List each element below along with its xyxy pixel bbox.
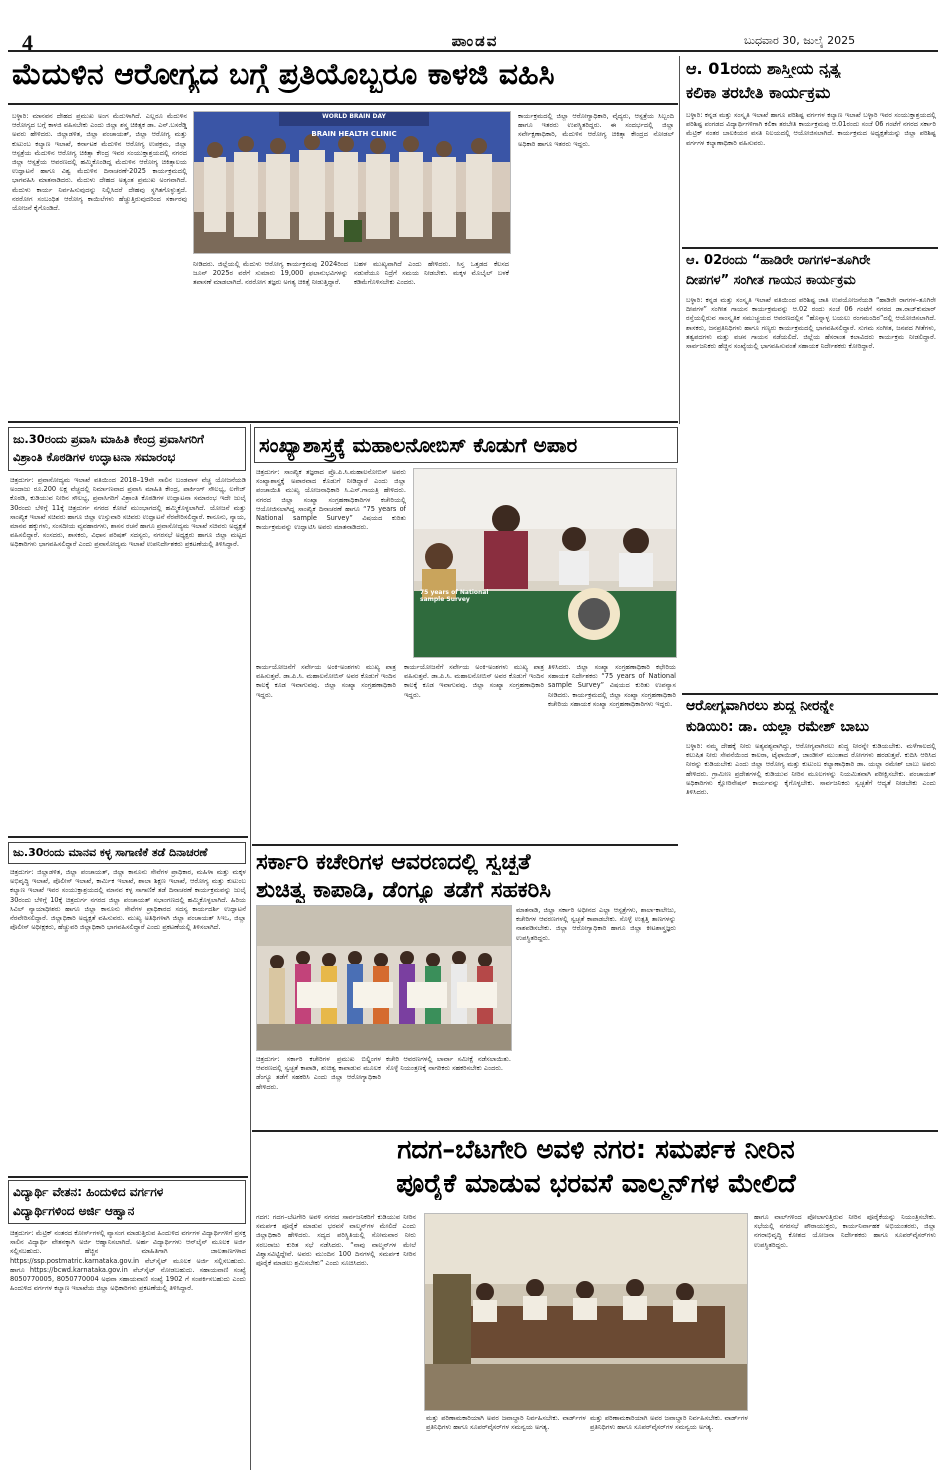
story10-headline-line2: ಪೂರೈಕೆ ಮಾಡುವ ಭರವಸೆ ವಾಲ್ಮನ್‌ಗಳ ಮೇಲಿದೆ <box>396 1170 796 1199</box>
story9-col3: ಕಚೇರಿ ಆವರಣಗಳಲ್ಲಿ ಲಾರ್ವಾ ಸಮೀಕ್ಷೆ ನಡೆಸಲಾಯಿತು. ಸೊಳ್ಳೆ ನಿಯಂತ್ರಣಕ್ಕೆ ನಾಗರಿಕರು ಸಹಕರಿಸಬೇಕು ಎಂದರು. <box>386 1055 511 1073</box>
story7-headline-line1: ವಿದ್ಯಾರ್ಥಿ ವೇತನ: ಹಿಂದುಳಿದ ವರ್ಗಗಳ <box>13 1185 164 1199</box>
story5-headline-line2: ವಿಶ್ರಾಂತಿ ಕೊಠಡಿಗಳ ಉದ್ಘಾಟನಾ ಸಮಾರಂಭ <box>13 450 176 464</box>
story10-col2: ಮತ್ತು ಪರಿಣಾಮಕಾರಿಯಾಗಿ ಅವರ ಜವಾಬ್ದಾರಿ ನಿರ್ವಹಿಸಬೇಕು. ವಾರ್ಡ್‌ಗಳ ಪ್ರತಿನಿಧಿಗಳು ಹಾಗೂ ಸೂಪರ್‌ವೈಸರ್‌ಗಳ ಸಮನ್ವಯ ಅಗತ್ಯ. <box>426 1414 586 1432</box>
column-divider-left <box>250 424 251 1470</box>
story6-body: ಚಿತ್ರದುರ್ಗ: ಜಿಲ್ಲಾಡಳಿತ, ಜಿಲ್ಲಾ ಪಂಚಾಯತ್, ಜಿಲ್ಲಾ ಕಾನೂನು ಸೇವೆಗಳ ಪ್ರಾಧಿಕಾರ, ಮಹಿಳಾ ಮತ್ತು ಮಕ್ಕಳ ಅಭಿವೃದ್ಧಿ ಇಲಾಖೆ, ಪೊಲೀಸ್ ಇಲಾಖೆ, ಕಾರ್ಮಿಕ ಇಲಾಖೆ, ಶಾಲಾ ಶಿಕ್ಷಣ ಇಲಾಖೆ, ಆರೋಗ್ಯ ಮತ್ತು ಕುಟುಂಬ ಕಲ್ಯಾಣ ಇಲಾಖೆ ಇವರ ಸಂಯುಕ್ತಾಶ್ರಯದಲ್ಲಿ ಮಾನವ ಕಳ್ಳ ಸಾಗಾಣಿಕೆ ತಡೆ ದಿನಾಚರಣೆ ಕಾರ್ಯಕ್ರಮವನ್ನು ಜುಲೈ 30ರಂದು ಬೆಳಿಗ್ಗೆ 10ಕ್ಕೆ ಚಿತ್ರದುರ್ಗ ನಗರದ ಜಿಲ್ಲಾ ಪಂಚಾಯತ್ ಸಭಾಂಗಣದಲ್ಲಿ ಹಮ್ಮಿಕೊಳ್ಳಲಾಗಿದೆ. ಹಿರಿಯ ಸಿವಿಲ್ ನ್ಯಾಯಾಧೀಶರು ಹಾಗೂ ಜಿಲ್ಲಾ ಕಾನೂನು ಸೇವೆಗಳ ಪ್ರಾಧಿಕಾರದ ಸದಸ್ಯ ಕಾರ್ಯದರ್ಶಿ ಉದ್ಘಾಟನೆ ನೆರವೇರಿಸಲಿದ್ದಾರೆ. ಜಿಲ್ಲಾಧಿಕಾರಿ ಅಧ್ಯಕ್ಷತೆ ವಹಿಸುವರು. ಮುಖ್ಯ ಅತಿಥಿಗಳಾಗಿ ಜಿಲ್ಲಾ ಪಂಚಾಯತ್ ಸಿಇಒ, ಜಿಲ್ಲಾ ಪೊಲೀಸ್ ಅಧೀಕ್ಷಕರು, ಹೆಚ್ಚುವರಿ ಜಿಲ್ಲಾಧಿಕಾರಿ ಭಾಗವಹಿಸಲಿದ್ದಾರೆ ಎಂದು ಪ್ರಕಟಣೆಯಲ್ಲಿ ತಿಳಿಸಲಾಗಿದೆ. <box>10 868 246 932</box>
story5-headline-box <box>8 427 246 471</box>
story10-headline-line1: ಗದಗ–ಬೆಟಗೇರಿ ಅವಳಿ ನಗರ: ಸಮರ್ಪಕ ನೀರಿನ <box>397 1136 795 1165</box>
lead-rule <box>8 103 678 105</box>
story4-headline-line2: ಕುಡಿಯಿರಿ: ಡಾ. ಯಲ್ಲಾ ರಮೇಶ್ ಬಾಬು <box>686 719 869 735</box>
column-divider-right <box>679 56 680 424</box>
story9-photo <box>256 905 512 1051</box>
story10-col1: ಗದಗ: ಗದಗ–ಬೆಟಗೇರಿ ಅವಳಿ ನಗರದ ಸಾರ್ವಜನಿಕರಿಗೆ ಕುಡಿಯುವ ನೀರಿನ ಸಮರ್ಪಕ ಪೂರೈಕೆ ಮಾಡುವ ಭರವಸೆ ವಾಲ್ಮನ್‌ಗಳ ಮೇಲಿದೆ ಎಂದು ಜಿಲ್ಲಾಧಿಕಾರಿ ಹೇಳಿದರು. ಸದ್ಯದ ಪರಿಸ್ಥಿತಿಯಲ್ಲಿ ಸೋಮವಾರ ನೀರು ಸರಬರಾಜು ಕುರಿತ ಸಭೆ ನಡೆಸಿದರು. “ನಾವು ವಾಲ್ಮನ್‌ಗಳ ಮೇಲೆ ವಿಶ್ವಾಸವಿಟ್ಟಿದ್ದೇವೆ. ಅವರು ಮುಂದಿನ 100 ದಿನಗಳಲ್ಲಿ ಸಮರ್ಪಕ ನೀರಿನ ಪೂರೈಕೆ ಮಾಡಲು ಶ್ರಮಿಸಬೇಕು” ಎಂದು ಸೂಚಿಸಿದರು. <box>256 1213 416 1268</box>
story7-body: ಚಿತ್ರದುರ್ಗ: ಮೆಟ್ರಿಕ್ ನಂತರದ ಕೋರ್ಸ್‌ಗಳಲ್ಲಿ ವ್ಯಾಸಂಗ ಮಾಡುತ್ತಿರುವ ಹಿಂದುಳಿದ ವರ್ಗಗಳ ವಿದ್ಯಾರ್ಥಿಗಳಿಗೆ ಪ್ರಸಕ್ತ ಸಾಲಿನ ವಿದ್ಯಾರ್ಥಿ ವೇತನಕ್ಕಾಗಿ ಅರ್ಜಿ ಆಹ್ವಾನಿಸಲಾಗಿದೆ. ಅರ್ಹ ವಿದ್ಯಾರ್ಥಿಗಳು ಆನ್‌ಲೈನ್ ಮೂಲಕ ಅರ್ಜಿ ಸಲ್ಲಿಸಬಹುದು. ಹೆಚ್ಚಿನ ಮಾಹಿತಿಗಾಗಿ ಜಾಲತಾಣಗಳಾದ https://ssp.postmatric.karnataka.gov.in ವೆಬ್‌ಸೈಟ್ ಮೂಲಕ ಅರ್ಜಿ ಸಲ್ಲಿಸಬಹುದು. ಹಾಗೂ https://bcwd.karnataka.gov.in ವೆಬ್‌ಸೈಟ್ ನೋಡಬಹುದು. ಸಹಾಯವಾಣಿ ಸಂಖ್ಯೆ 8050770005, 8050770004 ಅಥವಾ ಸಹಾಯವಾಣಿ ಸಂಖ್ಯೆ 1902 ಗೆ ಸಂಪರ್ಕಿಸಬಹುದು ಎಂದು ಹಿಂದುಳಿದ ವರ್ಗಗಳ ಕಲ್ಯಾಣ ಇಲಾಖೆಯ ಜಿಲ್ಲಾ ಅಧಿಕಾರಿಗಳು ಪ್ರಕಟಣೆಯಲ್ಲಿ ತಿಳಿಸಿದ್ದಾರೆ. <box>10 1229 246 1293</box>
lead-photo-banner-2: BRAIN HEALTH CLINIC <box>311 130 397 138</box>
lead-col1: ಬಳ್ಳಾರಿ: ಮಾನವನ ದೇಹದ ಪ್ರಮುಖ ಅಂಗ ಮೆದುಳಾಗಿದೆ. ಎಲ್ಲರೂ ಮೆದುಳಿನ ಆರೋಗ್ಯದ ಬಗ್ಗೆ ಕಾಳಜಿ ವಹಿಸಬೇಕು ಎಂದು ಜಿಲ್ಲಾ ಶಸ್ತ್ರ ಚಿಕಿತ್ಸಕ ಡಾ. ಎನ್.ಬಸರೆಡ್ಡಿ ಅವರು ಹೇಳಿದರು. ಜಿಲ್ಲಾಡಳಿತ, ಜಿಲ್ಲಾ ಪಂಚಾಯತ್, ಜಿಲ್ಲಾ ಆರೋಗ್ಯ ಮತ್ತು ಕುಟುಂಬ ಕಲ್ಯಾಣ ಇಲಾಖೆ, ಕರ್ನಾಟಕ ಮೆದುಳಿನ ಆರೋಗ್ಯ ಉಪಕ್ರಮ, ಜಿಲ್ಲಾ ಆಸ್ಪತ್ರೆಯ ಮೆದುಳಿನ ಆರೋಗ್ಯ ಚಿಕಿತ್ಸಾ ಕೇಂದ್ರ ಇವರ ಸಂಯುಕ್ತಾಶ್ರಯದಲ್ಲಿ ನಗರದ ಜಿಲ್ಲಾ ಆಸ್ಪತ್ರೆಯ ಆವರಣದಲ್ಲಿ ಹಮ್ಮಿಕೊಂಡಿದ್ದ ಮೆದುಳಿನ ಆರೋಗ್ಯ ಚಿಕಿತ್ಸಾಲಯ ಉದ್ಘಾಟನೆ ಹಾಗೂ ವಿಶ್ವ ಮೆದುಳಿನ ದಿನಾಚರಣೆ-2025 ಕಾರ್ಯಕ್ರಮದಲ್ಲಿ ಭಾಗವಹಿಸಿ ಮಾತನಾಡಿದರು. ಮೆದುಳು ದೇಹದ ಅತ್ಯಂತ ಪ್ರಮುಖ ಅಂಗವಾಗಿದೆ. ಮೆದುಳು ಕಾರ್ಯ ನಿರ್ವಹಿಸುವುದನ್ನು ನಿಲ್ಲಿಸಿದರೆ ದೇಹವು ಸ್ಥಗಿತಗೊಳ್ಳುತ್ತದೆ. ನರರೋಗ ಸಂಬಂಧಿತ ಆರೋಗ್ಯ ಕಾಯಿಲೆಗಳು ಹೆಚ್ಚುತ್ತಿರುವುದರಿಂದ ಸರ್ಕಾರವು ಯೋಜನೆ ಕೈಗೊಂಡಿದೆ. <box>12 112 187 213</box>
story9-photo-image <box>257 906 512 1051</box>
story9-headline-line1: ಸರ್ಕಾರಿ ಕಚೇರಿಗಳ ಆವರಣದಲ್ಲಿ ಸ್ವಚ್ಛತೆ <box>256 850 531 875</box>
lead-photo-banner: WORLD BRAIN DAY <box>322 113 386 120</box>
lead-photo <box>193 111 511 254</box>
lead-headline: ಮೆದುಳಿನ ಆರೋಗ್ಯದ ಬಗ್ಗೆ ಪ್ರತಿಯೊಬ್ಬರೂ ಕಾಳಜಿ ವಹಿಸಿ <box>12 58 555 92</box>
story9-rule <box>252 1130 938 1132</box>
paper-name: ಪಾಂಡವ <box>451 32 499 50</box>
story10-photo-image <box>425 1214 748 1411</box>
story2-headline-line1: ಆ. 01ರಂದು ಶಾಸ್ತ್ರೀಯ ನೃತ್ಯ <box>686 60 841 78</box>
story8-rule <box>252 844 678 846</box>
story5-headline-line1: ಜು.30ರಂದು ಪ್ರವಾಸಿ ಮಾಹಿತಿ ಕೇಂದ್ರ ಪ್ರವಾಸಿಗರಿಗೆ <box>13 432 204 446</box>
story8-col2: ಕಾರ್ಯಯೋಜನೆಗೆ ಸರ್ವೇಯ ಅಂಕಿ-ಅಂಶಗಳು ಮುಖ್ಯ ಪಾತ್ರ ವಹಿಸುತ್ತವೆ. ಡಾ.ಪಿ.ಸಿ. ಮಹಾಲನೋಬಿಸ್ ಅವರ ಕೊಡುಗೆ ಇಂದಿನ ಕಾಲಕ್ಕೆ ಕೂಡ ಇವಾಗುವವು. ಜಿಲ್ಲಾ ಸಂಖ್ಯಾ ಸಂಗ್ರಹಣಾಧಿಕಾರಿ ಇದ್ದರು. <box>256 663 396 699</box>
story10-col2b: ಮತ್ತು ಪರಿಣಾಮಕಾರಿಯಾಗಿ ಅವರ ಜವಾಬ್ದಾರಿ ನಿರ್ವಹಿಸಬೇಕು. ವಾರ್ಡ್‌ಗಳ ಪ್ರತಿನಿಧಿಗಳು ಹಾಗೂ ಸೂಪರ್‌ವೈಸರ್‌ಗಳ ಸಮನ್ವಯ ಅಗತ್ಯ. <box>590 1414 748 1432</box>
story3-headline-line1: ಆ. 02ರಂದು “ಹಾಡಿರೇ ರಾಗಗಳ–ತೂಗಿರೇ <box>686 254 871 268</box>
issue-date: ಬುಧವಾರ 30, ಜುಲೈ 2025 <box>744 34 856 47</box>
story8-col3: ತಿಳಿಸಿದರು. ಜಿಲ್ಲಾ ಸಂಖ್ಯಾ ಸಂಗ್ರಹಣಾಧಿಕಾರಿ ಕಛೇರಿಯ ಸಹಾಯಕ ನಿರ್ದೇಶಕರು “75 years of National sample Survey” ವಿಷಯದ ಕುರಿತು ಉಪನ್ಯಾಸ ನೀಡಿದರು. ಕಾರ್ಯಕ್ರಮದಲ್ಲಿ ಜಿಲ್ಲಾ ಸಂಖ್ಯಾ ಸಂಗ್ರಹಣಾಧಿಕಾರಿ ಕಚೇರಿಯ ಸಹಾಯಕ ಸಂಖ್ಯಾ ಸಂಗ್ರಹಣಾಧಿಕಾರಿಗಳು ಇದ್ದರು. <box>548 663 676 708</box>
lead-bottom-rule <box>8 421 678 423</box>
story2-headline-line2: ಕಲಿಕಾ ತರಬೇತಿ ಕಾರ್ಯಕ್ರಮ <box>686 84 831 102</box>
story8-photo-banner: 75 years of National sample Survey <box>420 589 489 603</box>
story9-col2: ಚಿತ್ರದುರ್ಗ: ಸರ್ಕಾರಿ ಕಚೇರಿಗಳ ಪ್ರಮುಖ ಬಿಲ್ಡಿಂಗಳ ಆವರಣದಲ್ಲಿ ಸ್ವಚ್ಛತೆ ಕಾಪಾಡಿ, ಶುಚಿತ್ವ ಕಾಪಾಡುವ ಮೂಲಕ ಡೆಂಗ್ಯೂ ತಡೆಗೆ ಸಹಕರಿಸಿ ಎಂದು ಜಿಲ್ಲಾ ಆರೋಗ್ಯಾಧಿಕಾರಿ ಹೇಳಿದರು. <box>256 1055 381 1091</box>
story7-headline-box <box>8 1180 246 1224</box>
story8-photo <box>413 468 677 658</box>
story3-headline-line2: ದೀಪಗಳ” ಸಂಗೀತ ಗಾಯನ ಕಾರ್ಯಕ್ರಮ <box>686 274 856 288</box>
story8-col1: ಚಿತ್ರದುರ್ಗ: ಸಾಂಖ್ಯಿಕ ತಜ್ಞರಾದ ಪ್ರೊ.ಪಿ.ಸಿ.ಮಹಾಲನೋಬಿಸ್ ಅವರು ಸಂಖ್ಯಾಶಾಸ್ತ್ರಕ್ಕೆ ಅಪಾರವಾದ ಕೊಡುಗೆ ನೀಡಿದ್ದಾರೆ ಎಂದು ಜಿಲ್ಲಾ ಪಂಚಾಯಿತಿ ಮುಖ್ಯ ಯೋಜನಾಧಿಕಾರಿ ಸಿ.ಎಸ್.ಗಾಯತ್ರಿ ಹೇಳಿದರು. ನಗರದ ಜಿಲ್ಲಾ ಸಂಖ್ಯಾ ಸಂಗ್ರಹಣಾಧಿಕಾರಿಗಳ ಕಚೇರಿಯಲ್ಲಿ ಆಯೋಜಿಸಲಾಗಿದ್ದ ಸಾಂಖ್ಯಿಕ ದಿನಾಚರಣೆ ಹಾಗೂ “75 years of National sample Survey” ವಿಷಯದ ಕುರಿತು ಕಾರ್ಯಕ್ರಮವನ್ನು ಉದ್ಘಾಟಿಸಿ ಅವರು ಮಾತನಾಡಿದರು. <box>256 468 406 532</box>
lead-col4: ಕಾರ್ಯಕ್ರಮದಲ್ಲಿ ಜಿಲ್ಲಾ ಆರೋಗ್ಯಾಧಿಕಾರಿ, ವೈದ್ಯರು, ಆಸ್ಪತ್ರೆಯ ಸಿಬ್ಬಂದಿ ಹಾಗೂ ಇತರರು ಉಪಸ್ಥಿತರಿದ್ದರು. ಈ ಸಂದರ್ಭದಲ್ಲಿ ಜಿಲ್ಲಾ ಸರ್ವೇಕ್ಷಣಾಧಿಕಾರಿ, ಮೆದುಳಿನ ಆರೋಗ್ಯ ಚಿಕಿತ್ಸಾ ಕೇಂದ್ರದ ನೋಡಲ್ ಅಧಿಕಾರಿ ಹಾಗೂ ಇತರರು ಇದ್ದರು. <box>518 112 674 148</box>
story7-headline-line2: ವಿದ್ಯಾರ್ಥಿಗಳಿಂದ ಅರ್ಜಿ ಆಹ್ವಾನ <box>13 1204 135 1218</box>
story4-body: ಬಳ್ಳಾರಿ: ನಮ್ಮ ದೇಹಕ್ಕೆ ನೀರು ಅತ್ಯವಶ್ಯವಾಗಿದ್ದು, ಆರೋಗ್ಯವಾಗಿರಲು ಶುದ್ಧ ನೀರನ್ನೇ ಕುಡಿಯಬೇಕು. ಮಳೆಗಾಲದಲ್ಲಿ ಕಲುಷಿತ ನೀರು ಸೇವನೆಯಿಂದ ಕಾಲರಾ, ಟೈಫಾಯಿಡ್, ಜಾಂಡೀಸ್ ಮುಂತಾದ ರೋಗಗಳು ಹರಡುತ್ತವೆ. ಕುದಿಸಿ ಆರಿಸಿದ ನೀರನ್ನು ಕುಡಿಯಬೇಕು ಎಂದು ಜಿಲ್ಲಾ ಆರೋಗ್ಯ ಮತ್ತು ಕುಟುಂಬ ಕಲ್ಯಾಣಾಧಿಕಾರಿ ಡಾ. ಯಲ್ಲಾ ರಮೇಶ್ ಬಾಬು ಅವರು ಹೇಳಿದರು. ಗ್ರಾಮೀಣ ಪ್ರದೇಶಗಳಲ್ಲಿ ಕುಡಿಯುವ ನೀರಿನ ಮೂಲಗಳನ್ನು ನಿಯಮಿತವಾಗಿ ಪರೀಕ್ಷಿಸಬೇಕು. ಪಂಚಾಯತ್ ಅಧಿಕಾರಿಗಳು ಕ್ಲೋರಿನೇಷನ್ ಕಾರ್ಯವನ್ನು ಕೈಗೊಳ್ಳಬೇಕು. ಸಾರ್ವಜನಿಕರು ಸ್ವಚ್ಛತೆಗೆ ಆದ್ಯತೆ ನೀಡಬೇಕು ಎಂದು ತಿಳಿಸಿದರು. <box>686 742 936 797</box>
story9-headline-line2: ಶುಚಿತ್ವ ಕಾಪಾಡಿ, ಡೆಂಗ್ಯೂ ತಡೆಗೆ ಸಹಕರಿಸಿ <box>256 878 551 903</box>
story8-headline: ಸಂಖ್ಯಾಶಾಸ್ತ್ರಕ್ಕೆ ಮಹಾಲನೋಬಿಸ್ ಕೊಡುಗೆ ಅಪಾರ <box>254 427 678 463</box>
story2-body: ಬಳ್ಳಾರಿ: ಕನ್ನಡ ಮತ್ತು ಸಂಸ್ಕೃತಿ ಇಲಾಖೆ ಹಾಗೂ ಪರಿಶಿಷ್ಟ ವರ್ಗಗಳ ಕಲ್ಯಾಣ ಇಲಾಖೆ ಬಳ್ಳಾರಿ ಇವರ ಸಂಯುಕ್ತಾಶ್ರಯದಲ್ಲಿ ಪರಿಶಿಷ್ಟ ಪಂಗಡದ ವಿದ್ಯಾರ್ಥಿಗಳಿಗಾಗಿ ಕಲಿಕಾ ತರಬೇತಿ ಕಾರ್ಯಕ್ರಮವು ಆ.01ರಂದು ಸಂಜೆ 06 ಗಂಟೆಗೆ ನಗರದ ಸರ್ಕಾರಿ ಮೆಟ್ರಿಕ್ ನಂತರ ಬಾಲಕಿಯರ ವಸತಿ ನಿಲಯದಲ್ಲಿ ಆಯೋಜಿಸಲಾಗಿದೆ. ಕಾರ್ಯಕ್ರಮದ ಅಧ್ಯಕ್ಷತೆಯನ್ನು ಜಿಲ್ಲಾ ಪರಿಶಿಷ್ಟ ವರ್ಗಗಳ ಕಲ್ಯಾಣಾಧಿಕಾರಿ ವಹಿಸುವರು. <box>686 111 936 147</box>
story5-body: ಚಿತ್ರದುರ್ಗ: ಪ್ರವಾಸೋದ್ಯಮ ಇಲಾಖೆ ವತಿಯಿಂದ 2018–19ನೇ ಸಾಲಿನ ಬಂಡವಾಳ ವೆಚ್ಚ ಯೋಜನೆಯಡಿ ಅಂದಾಜು ರೂ.200 ಲಕ್ಷ ವೆಚ್ಚದಲ್ಲಿ ನಿರ್ಮಾಣವಾದ ಪ್ರವಾಸಿ ಮಾಹಿತಿ ಕೇಂದ್ರ, ಪಾರ್ಕಿಂಗ್ ಸೌಲಭ್ಯ, ಲಗೇಜ್ ಕೊಠಡಿ, ಕುಡಿಯುವ ನೀರಿನ ಸೌಲಭ್ಯ, ಪ್ರವಾಸಿಗರಿಗೆ ವಿಶ್ರಾಂತಿ ಕೊಠಡಿಗಳ ಉದ್ಘಾಟನಾ ಸಮಾರಂಭ ಇದೇ ಜುಲೈ 30ರಂದು ಬೆಳಿಗ್ಗೆ 11ಕ್ಕೆ ಚಿತ್ರದುರ್ಗ ನಗರದ ಕೋಟೆ ಮುಂಭಾಗದಲ್ಲಿ ಹಮ್ಮಿಕೊಳ್ಳಲಾಗಿದೆ. ಯೋಜನೆ ಮತ್ತು ಸಾಂಖ್ಯಿಕ ಇಲಾಖೆ ಸಚಿವರು ಹಾಗೂ ಜಿಲ್ಲಾ ಉಸ್ತುವಾರಿ ಸಚಿವರು ಉದ್ಘಾಟನೆ ನೆರವೇರಿಸಲಿದ್ದಾರೆ. ಕಾನೂನು, ನ್ಯಾಯ, ಮಾನವ ಹಕ್ಕುಗಳು, ಸಂಸದೀಯ ವ್ಯವಹಾರಗಳು, ಶಾಸನ ರಚನೆ ಹಾಗೂ ಪ್ರವಾಸೋದ್ಯಮ ಇಲಾಖೆ ಸಚಿವರು ಅಧ್ಯಕ್ಷತೆ ವಹಿಸಲಿದ್ದಾರೆ. ಸಂಸದರು, ಶಾಸಕರು, ವಿಧಾನ ಪರಿಷತ್ ಸದಸ್ಯರು, ನಗರಸಭೆ ಅಧ್ಯಕ್ಷರು ಹಾಗೂ ಜಿಲ್ಲಾ ಮಟ್ಟದ ಅಧಿಕಾರಿಗಳು ಭಾಗವಹಿಸಲಿದ್ದಾರೆ ಎಂದು ಪ್ರವಾಸೋದ್ಯಮ ಇಲಾಖೆ ಉಪನಿರ್ದೇಶಕರು ಪ್ರಕಟಣೆಯಲ್ಲಿ ತಿಳಿಸಿದ್ದಾರೆ. <box>10 476 246 549</box>
story6-rule <box>8 1176 248 1178</box>
lead-col2: ನೀಡಿದರು. ಜಿಲ್ಲೆಯಲ್ಲಿ ಮೆದುಳು ಆರೋಗ್ಯ ಕಾರ್ಯಕ್ರಮವು 2024ರಿಂದ ಜೂನ್ 2025ರ ವರೆಗೆ ಸುಮಾರು 19,000 ಫಲಾನುಭವಿಗಳನ್ನು ತಪಾಸಣೆ ಮಾಡಲಾಗಿದೆ. ನರರೋಗ ತಜ್ಞರು ಅಗತ್ಯ ಚಿಕಿತ್ಸೆ ನೀಡುತ್ತಿದ್ದಾರೆ. <box>193 260 348 287</box>
story10-photo <box>424 1213 748 1411</box>
story4-headline-line1: ಆರೋಗ್ಯವಾಗಿರಲು ಶುದ್ಧ ನೀರನ್ನೇ <box>686 698 834 714</box>
story5-rule <box>8 836 248 838</box>
story6-headline: ಜು.30ರಂದು ಮಾನವ ಕಳ್ಳ ಸಾಗಾಣಿಕೆ ತಡೆ ದಿನಾಚರಣೆ <box>8 842 246 864</box>
lead-col3: ಬಹಳ ಮುಖ್ಯವಾಗಿದೆ ಎಂದು ಹೇಳಿದರು. ಸಿಸ್ತ ಒತ್ತಡದ ಕೆಲಸದ ನಡುವೆಯೂ ನಿದ್ರೆಗೆ ಸಮಯ ನೀಡಬೇಕು. ಮಕ್ಕಳ ಮೊಬೈಲ್ ಬಳಕೆ ಕಡಿಮೆಗೊಳಿಸಬೇಕು ಎಂದರು. <box>354 260 509 287</box>
story3-rule <box>682 693 938 695</box>
page-number: 4 <box>22 30 33 55</box>
story2-rule <box>682 247 938 249</box>
story8-photo-image <box>414 469 677 658</box>
story9-col1: ಮಾತನಾಡಿ, ಜಿಲ್ಲಾ ಸರ್ಕಾರಿ ಅಧೀನದ ಎಲ್ಲಾ ಆಸ್ಪತ್ರೆಗಳು, ಶಾಲಾ-ಕಾಲೇಜು, ಕಚೇರಿಗಳ ಆವರಣಗಳಲ್ಲಿ ಸ್ವಚ್ಛತೆ ಕಾಪಾಡಬೇಕು. ಸೊಳ್ಳೆ ಉತ್ಪತ್ತಿ ತಾಣಗಳನ್ನು ನಾಶಪಡಿಸಬೇಕು. ಜಿಲ್ಲಾ ಆರೋಗ್ಯಾಧಿಕಾರಿ ಹಾಗೂ ಜಿಲ್ಲಾ ಕೀಟಶಾಸ್ತ್ರಜ್ಞರು ಉಪಸ್ಥಿತರಿದ್ದರು. <box>516 906 676 942</box>
story3-body: ಬಳ್ಳಾರಿ: ಕನ್ನಡ ಮತ್ತು ಸಂಸ್ಕೃತಿ ಇಲಾಖೆ ವತಿಯಿಂದ ಪರಿಶಿಷ್ಟ ಜಾತಿ ಉಪಯೋಜನೆಯಡಿ “ಹಾಡಿರೇ ರಾಗಗಳ–ತೂಗಿರೇ ದೀಪಗಳ” ಸಂಗೀತ ಗಾಯನ ಕಾರ್ಯಕ್ರಮವನ್ನು ಆ.02 ರಂದು ಸಂಜೆ 06 ಗಂಟೆಗೆ ನಗರದ ಡಾ.ರಾಜ್‌ಕುಮಾರ್ ರಸ್ತೆಯಲ್ಲಿರುವ ಸಾಂಸ್ಕೃತಿಕ ಸಮುಚ್ಚಯದ ಆವರಣದಲ್ಲಿನ “ಹೊನ್ನಾಳ್ಳ ಬಯಲು ರಂಗಮಂದಿರ”ದಲ್ಲಿ ಆಯೋಜಿಸಲಾಗಿದೆ. ಶಾಸಕರು, ಜನಪ್ರತಿನಿಧಿಗಳು ಹಾಗೂ ಗಣ್ಯರು ಕಾರ್ಯಕ್ರಮದಲ್ಲಿ ಭಾಗವಹಿಸಲಿದ್ದಾರೆ. ಸುಗಮ ಸಂಗೀತ, ಜನಪದ ಗೀತೆಗಳು, ತತ್ವಪದಗಳು ಮತ್ತು ವಚನ ಗಾಯನ ನಡೆಯಲಿದೆ. ಜಿಲ್ಲೆಯ ಹೆಸರಾಂತ ಕಲಾವಿದರು ಕಾರ್ಯಕ್ರಮ ನೀಡಲಿದ್ದಾರೆ. ಸಾರ್ವಜನಿಕರು ಹೆಚ್ಚಿನ ಸಂಖ್ಯೆಯಲ್ಲಿ ಭಾಗವಹಿಸುವಂತೆ ಸಹಾಯಕ ನಿರ್ದೇಶಕರು ಕೋರಿದ್ದಾರೆ. <box>686 296 936 351</box>
story8-col2b: ಕಾರ್ಯಯೋಜನೆಗೆ ಸರ್ವೇಯ ಅಂಕಿ-ಅಂಶಗಳು ಮುಖ್ಯ ಪಾತ್ರ ವಹಿಸುತ್ತವೆ. ಡಾ.ಪಿ.ಸಿ. ಮಹಾಲನೋಬಿಸ್ ಅವರ ಕೊಡುಗೆ ಇಂದಿನ ಕಾಲಕ್ಕೆ ಕೂಡ ಇವಾಗುವವು. ಜಿಲ್ಲಾ ಸಂಖ್ಯಾ ಸಂಗ್ರಹಣಾಧಿಕಾರಿ ಇದ್ದರು. <box>404 663 544 699</box>
story10-col3: ಹಾಗೂ ವಾಲ್‌ಗಳಿಂದ ಪೋಲಾಗುತ್ತಿರುವ ನೀರಿನ ಪೂರೈಕೆಯನ್ನು ನಿಯಂತ್ರಿಸಬೇಕು. ಸಭೆಯಲ್ಲಿ ನಗರಸಭೆ ಪೌರಾಯುಕ್ತರು, ಕಾರ್ಯನಿರ್ವಾಹಕ ಅಭಿಯಂತರರು, ಜಿಲ್ಲಾ ನಗರಾಭಿವೃದ್ಧಿ ಕೋಶದ ಯೋಜನಾ ನಿರ್ದೇಶಕರು ಹಾಗೂ ಸೂಪರ್‌ವೈಸರ್‌ಗಳು ಉಪಸ್ಥಿತರಿದ್ದರು. <box>754 1213 936 1249</box>
